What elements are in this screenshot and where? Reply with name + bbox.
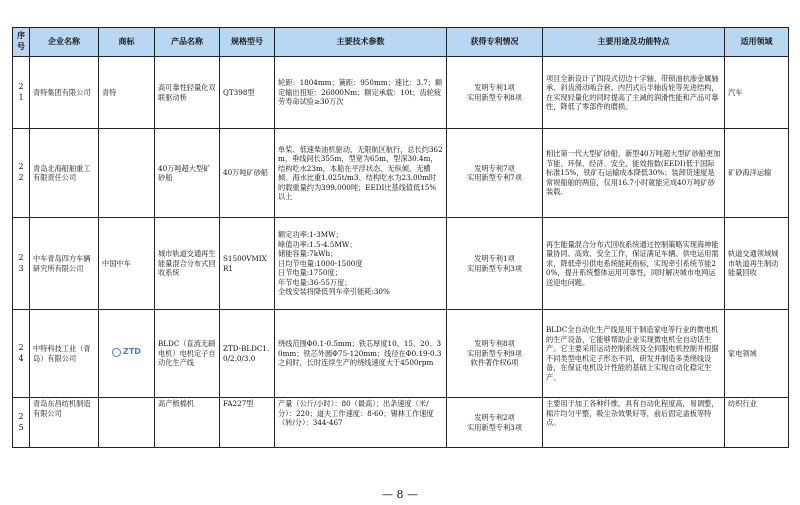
table-row: [13, 398, 789, 448]
table-row: [13, 310, 789, 398]
row-patents: 发明专利1项 实用新型专利8项: [447, 57, 543, 129]
row-brand: [99, 310, 155, 398]
row-features: 相比第一代大型矿砂船，新型40万吨超大型矿砂船更加节能、环保、经济、安全，能效指数(EEDI)低于国际标准15%，铁矿石运输成本降低30%；装卸货速度是常规船舶的两倍，仅用16.7小时就能完成40万吨矿砂装载。: [543, 129, 725, 218]
product-table: [12, 27, 789, 448]
row-no: 22: [13, 129, 30, 218]
product-table-wrapper: [12, 27, 788, 448]
row-company: 青岛北海船舶重工有限责任公司: [30, 129, 99, 218]
header-params: 主要技术参数: [275, 28, 447, 57]
row-brand: [99, 398, 155, 448]
row-params: 绕线范围Φ0.1-0.5mm；铁芯厚度10、15、20、30mm；铁芯外圆Φ75-120mm；线径在Φ0.19-0.3之间时，长时连续生产的绕线速度大于4500rpm: [275, 310, 447, 398]
row-features: 项目全新设计了四段式切边十字轴、带锁油抗渗金属轴承、斜齿滑动啮合套、内凹式后半轴齿轮等先进结构，在实现轻量化的同时提高了主减的润滑性能和产品可靠性，降低了零部件的磨损。: [543, 57, 725, 129]
header-patents: 获得专利情况: [447, 28, 543, 57]
row-company: 中车青岛四方车辆研究所有限公司: [30, 218, 99, 310]
row-brand: 青特: [99, 57, 155, 129]
table-row: [13, 218, 789, 310]
row-field: 轨道交通领域城市轨道再生制动能量回收: [725, 218, 789, 310]
header-brand: 商标: [99, 28, 155, 57]
row-patents: 发明专利7项 实用新型专利7项: [447, 129, 543, 218]
table-row: [13, 129, 789, 218]
header-product: 产品名称: [155, 28, 220, 57]
row-field: 矿砂海洋运输: [725, 129, 789, 218]
ztd-logo-mark-icon: [112, 348, 121, 357]
table-row: [13, 57, 789, 129]
row-product: 城市轨道交通再生能量混合分布式回收系统: [155, 218, 220, 310]
page-number: — 8 —: [382, 488, 418, 501]
row-features: 再生能量混合分布式回收系统通过控制策略实现海神能量协同、高效、安全工作，保证满足车辆、供电运用需求，降低牵引供电系统能耗指标，实现牵引系统节能20%，提升系统整体运用可靠性，同时解决城市电网运送迎电问题。: [543, 218, 725, 310]
ztd-logo: [112, 347, 141, 358]
row-model: S1500VMIXR1: [220, 218, 275, 310]
row-no: 24: [13, 310, 30, 398]
header-no: 序号: [13, 28, 30, 57]
row-params: 单桨、低速柴油机驱动、无限航区航行，总长约362m，垂线间长355m，型宽为65m，型深30.4m，结构吃水23m，本船在平浮状态、无纵倾、无横倾、海水比重1.025t/m3、结构吃水为23.00m时的载重量约为399,000吨；EEDI比基线值低15%以上: [275, 129, 447, 218]
row-field: 家电领域: [725, 310, 789, 398]
row-patents: 发明专利8项 实用新型专利9项 软件著作权6项: [447, 310, 543, 398]
row-company: 中特科技工业（青岛）有限公司: [30, 310, 99, 398]
row-product: 40万吨超大型矿砂船: [155, 129, 220, 218]
table-header-row: [13, 28, 789, 57]
row-patents: 发明专利1项 实用新型专利3项: [447, 218, 543, 310]
row-no: 25: [13, 398, 30, 448]
row-product: 高可靠性轻量化双联驱动桥: [155, 57, 220, 129]
header-model: 规格型号: [220, 28, 275, 57]
row-field: 汽车: [725, 57, 789, 129]
row-no: 23: [13, 218, 30, 310]
header-company: 企业名称: [30, 28, 99, 57]
row-company: 青岛东昌纺机制造有限公司: [30, 398, 99, 448]
row-model: FA227型: [220, 398, 275, 448]
header-features: 主要用途及功能特点: [543, 28, 725, 57]
row-params: 额定功率:1-3MW； 峰值功率:1.5-4.5MW； 储能容量:7kWh； 日均节电量:1000-1500度 日节电量:1750度； 年节电量:36-55万度； 全线安装将降低列车牵引能耗:30%: [275, 218, 447, 310]
row-patents: 发明专利2项 实用新型专利3项: [447, 398, 543, 448]
row-brand: 中国中车: [99, 218, 155, 310]
row-product: 高产梳棉机: [155, 398, 220, 448]
row-params: 产量（公斤/小时）：80（最高）；出条速度（米/分）：220；道夫工作速度：8-60；锡林工作速度（转/分）：344-467: [275, 398, 447, 448]
row-no: 21: [13, 57, 30, 129]
header-field: 适用领域: [725, 28, 789, 57]
ztd-logo-text: ZTD: [123, 347, 141, 357]
row-model: QT398型: [220, 57, 275, 129]
row-company: 青特集团有限公司: [30, 57, 99, 129]
row-features: BLDC全自动化生产线是用于制造家电等行业的微电机的生产设备，它能够帮助企业实现微电机全自动话生产。它主要采用运动控制系统及全伺服电机控制并根据不同类型电机定子形态不同，研发并制造多类绕线设备，在保证电机设计性能的基础上实现自动化稳定生产。: [543, 310, 725, 398]
row-features: 主要用于加工各种纤维，具有自动化程度高，易调整，棉片均匀平整，吸尘杂效果好等，前后固定盖板等特点。: [543, 398, 725, 448]
row-field: 纺织行业: [725, 398, 789, 448]
row-model: 40万吨矿砂船: [220, 129, 275, 218]
row-brand: [99, 129, 155, 218]
row-model: ZTD-BLDC1.0/2.0/3.0: [220, 310, 275, 398]
row-params: 轮距：1804mm；簧距：950mm；速比：3.7；额定输出扭矩：26000Nm；额定承载：10t；齿轮疲劳寿命试验≥30万次: [275, 57, 447, 129]
row-product: BLDC（直流无刷电机）电机定子自动化生产线: [155, 310, 220, 398]
